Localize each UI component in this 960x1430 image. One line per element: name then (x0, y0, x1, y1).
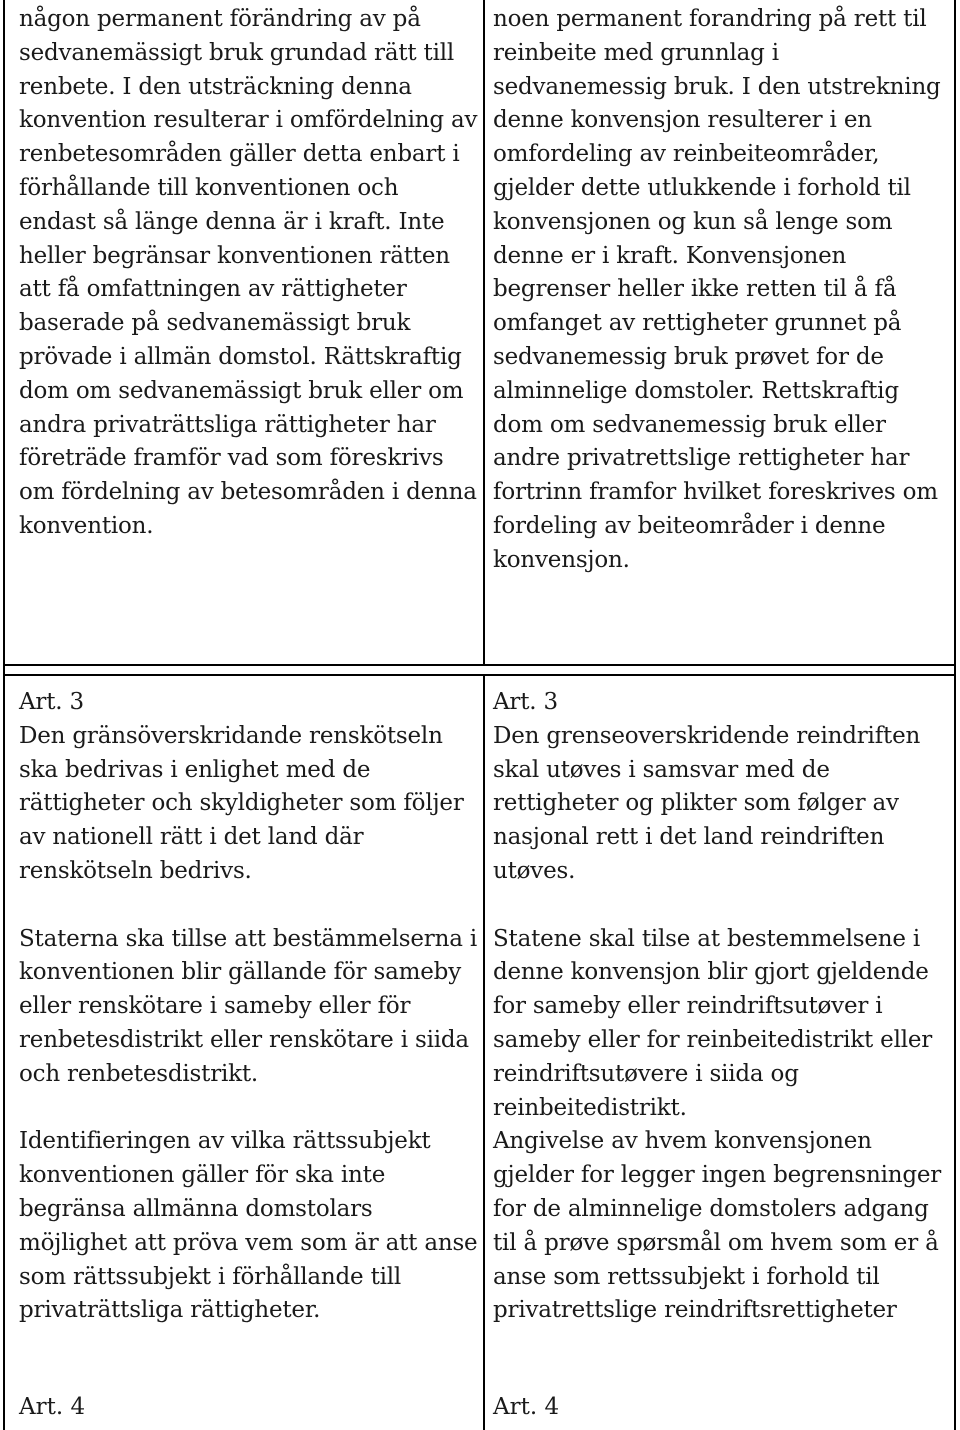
article-paragraph: Den grenseoverskridende reindriften skal utøves i samsvar med de rettigheter og plikter som følger av nasjonal rett i det land reindriften utøves. (493, 722, 921, 884)
norwegian-continuation-text: noen permanent forandring på rett til reinbeite med grunnlag i sedvanemessig bruk. I den utstrekning denne konvensjon resulterer i en omfordeling av reinbeiteområder, gjelder dette utlukkende i forhold til konvensjonen og kun så lenge som denne er i kraft. Konvensjonen begrenser heller ikke retten til å få omfanget av rettigheter grunnet på sedvanemessig bruk prøvet for de alminnelige domstoler. Rettskraftig dom om sedvanemessig bruk eller andre privatrettslige rettigheter har fortrinn framfor hvilket foreskrives om fordeling av beiteområder i denne konvensjon. (493, 6, 941, 573)
swedish-continuation-text: någon permanent förändring av på sedvanemässigt bruk grundad rätt till renbete. I den utsträckning denna konvention resulterar i omfördelning av renbetesområden gäller detta enbart i förhållande till konventionen och endast så länge denna är i kraft. Inte heller begränsar konventionen rätten att få omfattningen av rättigheter baserade på sedvanemässigt bruk prövade i allmän domstol. Rättskraftig dom om sedvanemässigt bruk eller om andra privaträttsliga rättigheter har företräde framför vad som föreskrivs om fördelning av betesområden i denna konvention. (19, 6, 478, 539)
article-paragraph: Statene skal tilse at bestemmelsene i denne konvensjon blir gjort gjeldende for sameby eller reindriftsutøver i sameby eller for reinbeitedistrikt eller reindriftsutøvere i siida og reinbeitedistrikt. (493, 925, 933, 1121)
row-divider (5, 664, 954, 666)
norwegian-cell-continuation (493, 3, 953, 578)
article-heading: Art. 3 (493, 689, 558, 715)
article-paragraph: Den gränsöverskridande renskötseln ska bedrivas i enlighet med de rättigheter och skyldigheter som följer av nationell rätt i det land där renskötseln bedrivs. (19, 722, 464, 884)
bilingual-document-table (3, 0, 956, 1430)
article-heading: Art. 3 (19, 689, 84, 715)
article-paragraph: Identifieringen av vilka rättssubjekt konventionen gäller för ska inte begränsa allmänna domstolars möjlighet att pröva vem som är att anse som rättssubjekt i förhållande till privaträttsliga rättigheter. (19, 1128, 478, 1324)
article-heading: Art. 4 (493, 1394, 560, 1420)
article-paragraph: Angivelse av hvem konvensjonen gjelder for legger ingen begrensninger for de alminnelige domstolers adgang til å prøve spørsmål om hvem som er å anse som rettssubjekt i forhold til privatrettslige reindriftsrettigheter (493, 1128, 942, 1324)
norwegian-cell-art3 (493, 686, 953, 1328)
article-paragraph: Staterna ska tillse att bestämmelserna i konventionen blir gällande för sameby eller renskötare i sameby eller för renbetesdistrikt eller renskötare i siida och renbetesdistrikt. (19, 925, 477, 1087)
row-divider (5, 674, 954, 676)
column-divider (483, 676, 485, 1430)
column-divider (483, 0, 485, 664)
article-heading: Art. 4 (19, 1394, 86, 1420)
swedish-cell-art3 (19, 686, 479, 1328)
swedish-cell-continuation (19, 3, 479, 544)
